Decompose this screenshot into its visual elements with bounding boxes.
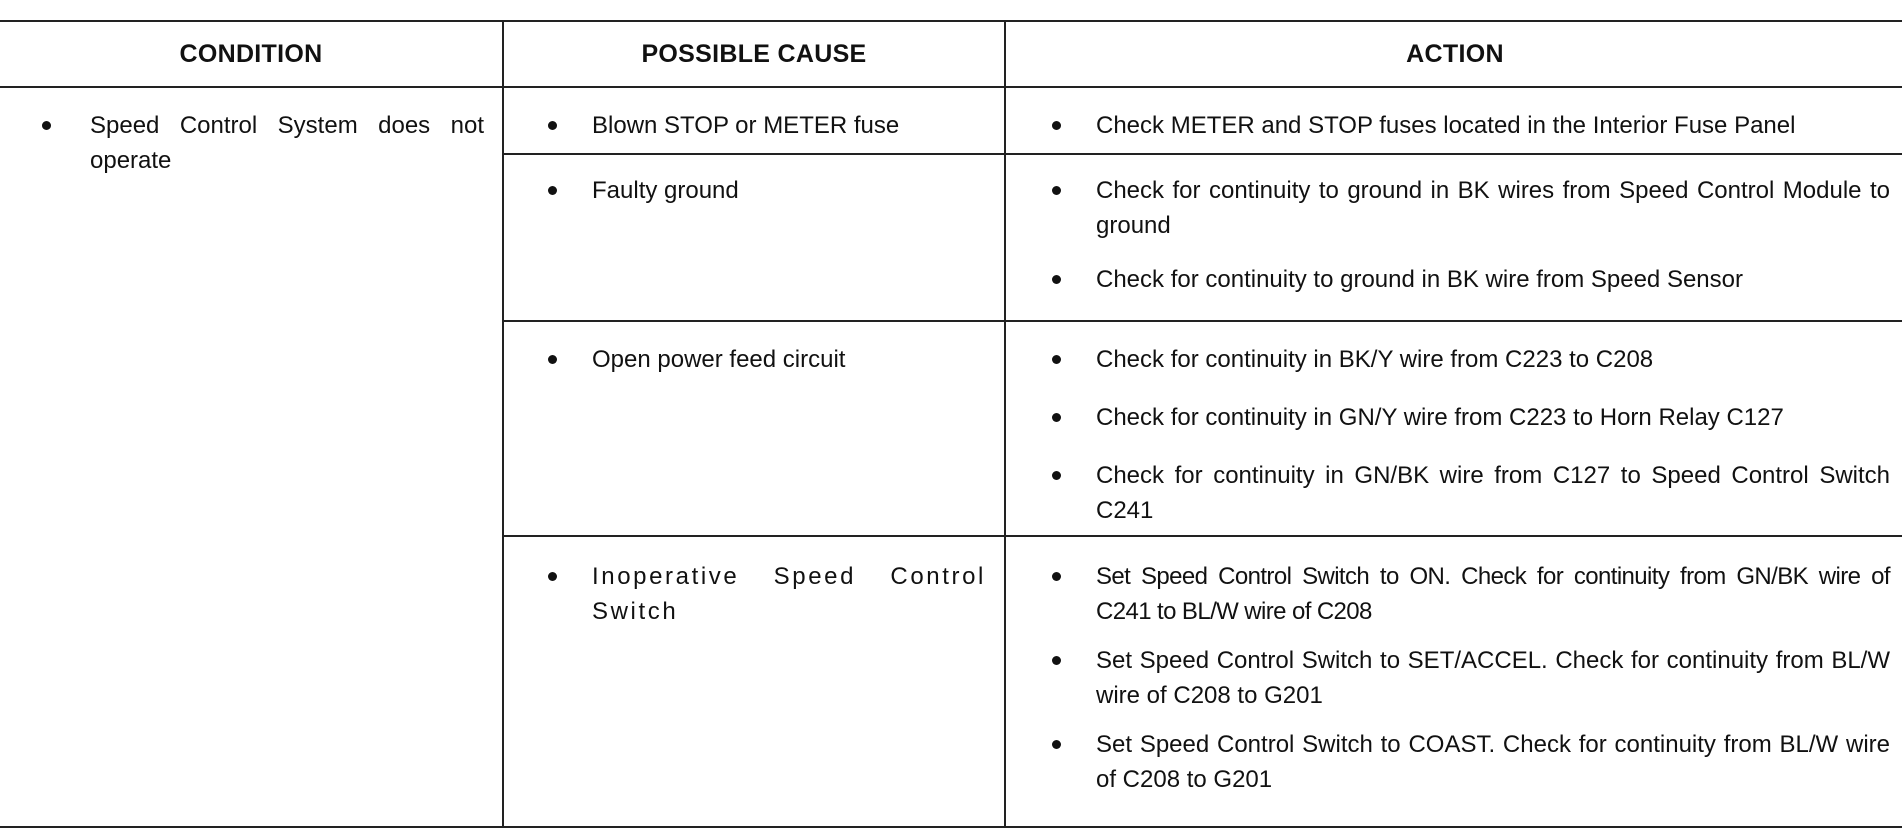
bullet-icon [1052, 275, 1061, 284]
bullet-icon [1052, 656, 1061, 665]
diagnosis-table [0, 20, 1902, 828]
cause-cell-2 [504, 157, 1004, 322]
action-text: Check for continuity in GN/Y wire from C223 to Horn Relay C127 [1096, 404, 1784, 431]
action-text: Check for continuity in BK/Y wire from C223 to C208 [1096, 346, 1654, 373]
action-text: Set Speed Control Switch to SET/ACCEL. Check for continuity from BL/W wire of C208 to G201 [1096, 647, 1890, 709]
possible-cause-column [502, 22, 1004, 826]
action-text: Check for continuity to ground in BK wire from Speed Sensor [1096, 266, 1743, 293]
action-text: Check for continuity to ground in BK wires from Speed Control Module to ground [1096, 177, 1890, 239]
action-text: Check METER and STOP fuses located in the Interior Fuse Panel [1096, 112, 1796, 139]
bullet-icon [548, 572, 557, 581]
cause-text: Open power feed circuit [592, 346, 846, 373]
bullet-icon [548, 186, 557, 195]
bullet-icon [548, 355, 557, 364]
action-cell-4 [1006, 539, 1902, 826]
bullet-icon [1052, 413, 1061, 422]
cause-text: Faulty ground [592, 177, 739, 204]
header-action: ACTION [1006, 22, 1902, 88]
condition-column [0, 22, 502, 826]
bullet-icon [548, 121, 557, 130]
action-text: Set Speed Control Switch to COAST. Check for continuity from BL/W wire of C208 to G201 [1096, 731, 1890, 793]
cause-cell-4 [504, 539, 1004, 826]
action-cell-1 [1006, 88, 1902, 155]
bullet-icon [1052, 355, 1061, 364]
bullet-icon [1052, 121, 1061, 130]
bullet-icon [1052, 572, 1061, 581]
cause-text: Blown STOP or METER fuse [592, 112, 900, 139]
bullet-icon [42, 121, 51, 130]
header-condition: CONDITION [0, 22, 502, 88]
cause-cell-1 [504, 88, 1004, 155]
action-cell-2 [1006, 157, 1902, 322]
header-possible-cause: POSSIBLE CAUSE [504, 22, 1004, 88]
cause-cell-3 [504, 324, 1004, 537]
action-cell-3 [1006, 324, 1902, 537]
condition-text: Speed Control System does not operate [90, 112, 484, 174]
action-text: Check for continuity in GN/BK wire from C127 to Speed Control Switch C241 [1096, 462, 1890, 524]
bullet-icon [1052, 471, 1061, 480]
bullet-icon [1052, 186, 1061, 195]
cause-text: Inoperative Speed Control Switch [592, 563, 986, 625]
bullet-icon [1052, 740, 1061, 749]
action-column [1004, 22, 1902, 826]
action-text: Set Speed Control Switch to ON. Check for continuity from GN/BK wire of C241 to BL/W wire of C208 [1096, 563, 1890, 625]
